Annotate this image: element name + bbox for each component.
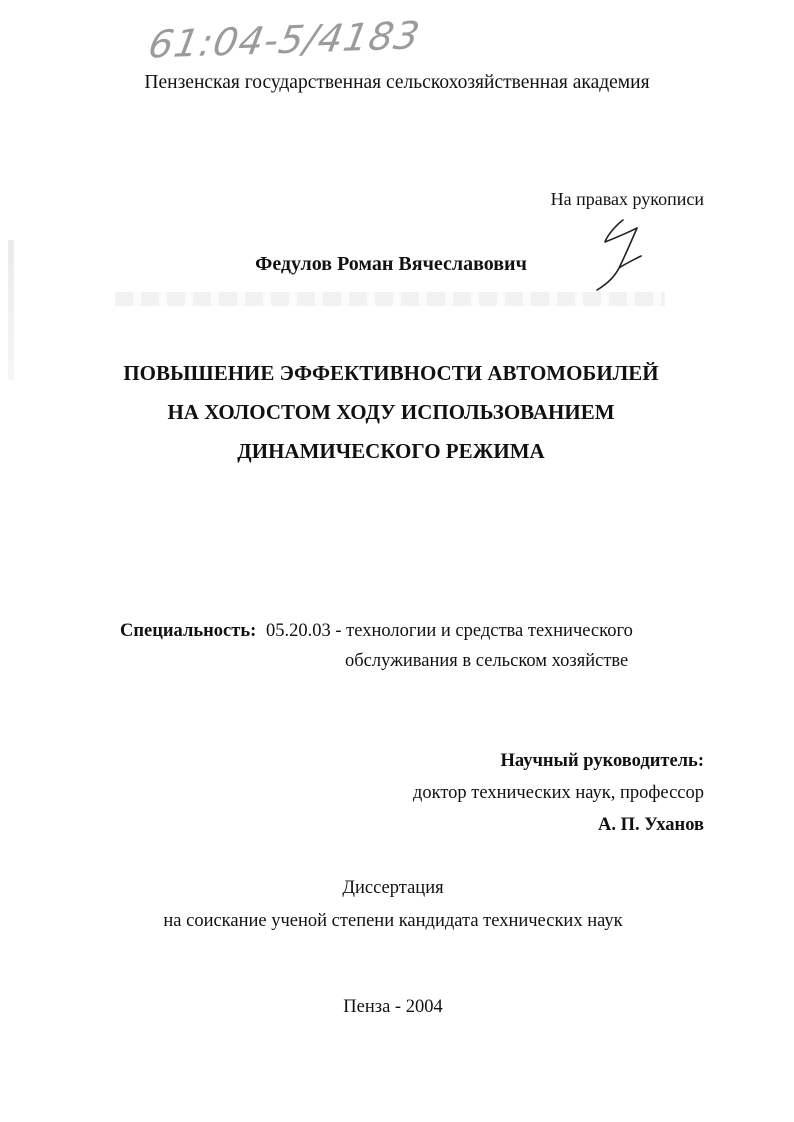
archive-code: 61:04-5/4183	[145, 13, 424, 67]
supervisor-name: А. П. Уханов	[597, 815, 704, 835]
title-line-3: ДИНАМИЧЕСКОГО РЕЖИМА	[237, 439, 545, 463]
specialty-code: 05.20.03 - технологии и средства технического	[266, 621, 633, 641]
author-name: Федулов Роман Вячеславович	[255, 253, 527, 275]
degree-line: на соискание ученой степени кандидата технических наук	[163, 911, 623, 931]
specialty-label: Специальность:	[120, 621, 257, 641]
title-line-1: ПОВЫШЕНИЕ ЭФФЕКТИВНОСТИ АВТОМОБИЛЕЙ	[123, 361, 659, 385]
faint-bleed-through	[115, 292, 665, 306]
manuscript-note: На правах рукописи	[550, 189, 704, 209]
institution-name: Пензенская государственная сельскохозяйственная академия	[144, 72, 650, 93]
specialty-description: обслуживания в сельском хозяйстве	[345, 651, 629, 671]
supervisor-label: Научный руководитель:	[500, 751, 704, 771]
dissertation-title	[0, 354, 782, 471]
city-year: Пенза - 2004	[343, 997, 443, 1017]
title-line-2: НА ХОЛОСТОМ ХОДУ ИСПОЛЬЗОВАНИЕМ	[167, 400, 615, 424]
dissertation-label: Диссертация	[342, 878, 444, 898]
supervisor-degree: доктор технических наук, профессор	[412, 783, 704, 803]
